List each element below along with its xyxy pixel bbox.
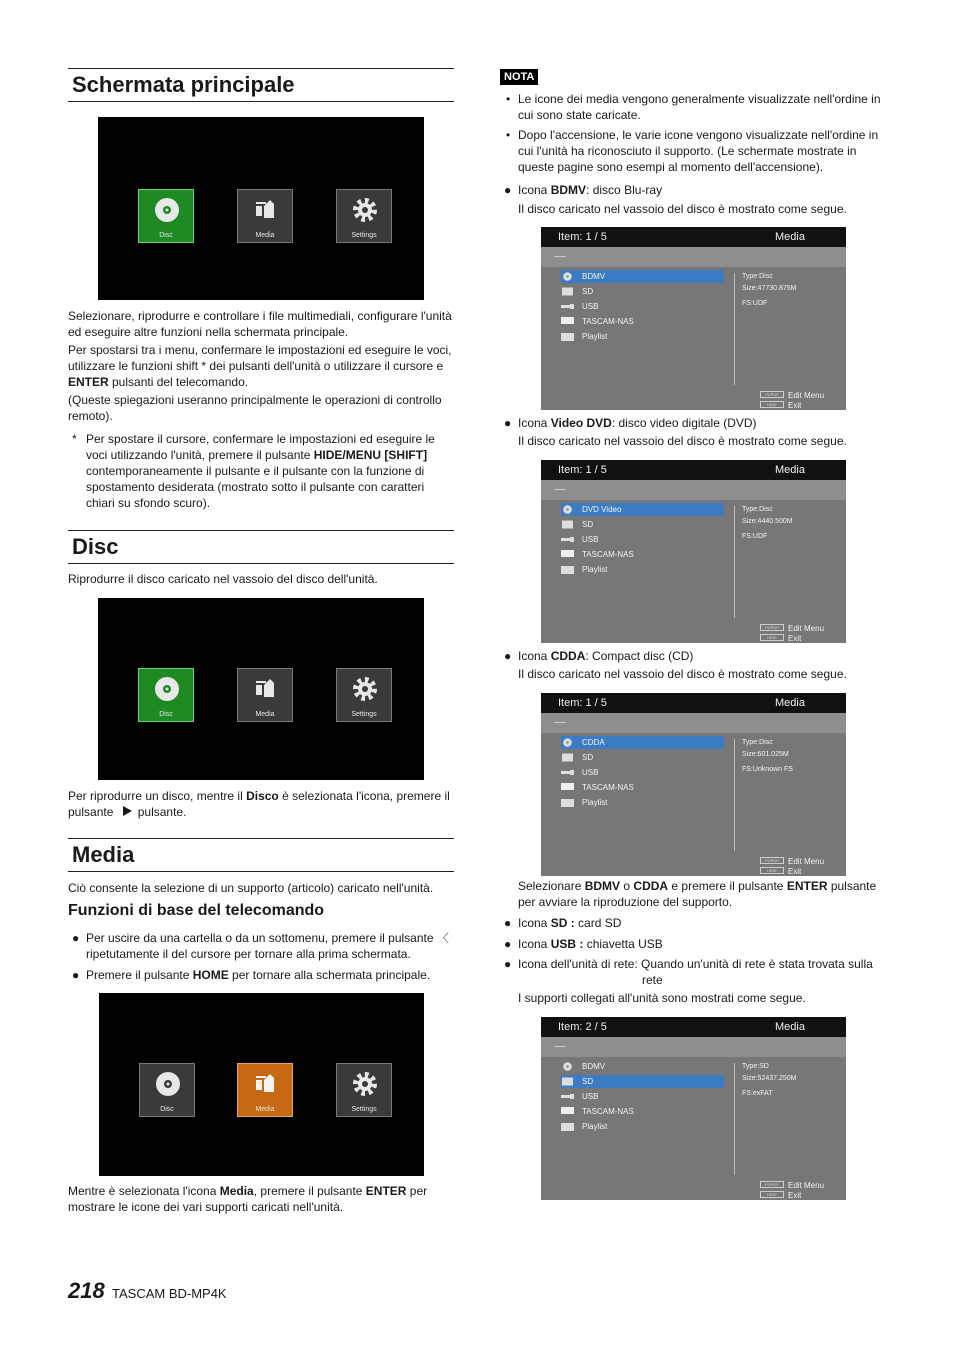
- popup-key: POPUP: [760, 624, 784, 631]
- folder-icon: [561, 565, 574, 574]
- info-line: Type:SD: [742, 1063, 769, 1070]
- home-screen-1: [98, 117, 424, 300]
- edit-menu-label: Edit Menu: [788, 391, 825, 400]
- media-row[interactable]: DVD Video: [561, 503, 724, 516]
- usb-icon: [561, 535, 574, 544]
- media-row[interactable]: TASCAM-NAS: [561, 548, 724, 561]
- network-icon: [561, 1107, 574, 1116]
- tile-label: Settings: [351, 232, 377, 239]
- media-row[interactable]: CDDA: [561, 736, 724, 749]
- info-line: FS:UDF: [742, 533, 768, 540]
- sd-card-icon: [561, 287, 574, 296]
- hide-key: HIDE: [760, 1191, 784, 1198]
- item-counter: Item: 1 / 5: [558, 231, 607, 243]
- home-screen-3: [99, 993, 424, 1176]
- media-icon: [252, 675, 280, 703]
- tile-settings[interactable]: [336, 668, 392, 722]
- section-title-media: Media: [68, 838, 454, 872]
- tile-settings[interactable]: [336, 1063, 392, 1117]
- disc-icon: [561, 505, 574, 514]
- media-row[interactable]: TASCAM-NAS: [561, 781, 724, 794]
- play-icon: [123, 806, 132, 816]
- media-screen: [541, 1017, 846, 1200]
- hide-key: HIDE: [760, 401, 784, 408]
- paragraph: (Queste spiegazioni useranno principalmente le operazioni di controllo remoto).: [68, 393, 442, 423]
- media-row[interactable]: BDMV: [561, 1060, 724, 1073]
- bullet-item: ● Icona BDMV: disco Blu-ray: [504, 183, 663, 197]
- hide-key: HIDE: [760, 867, 784, 874]
- media-row[interactable]: Playlist: [561, 563, 724, 576]
- disc-icon: [561, 272, 574, 281]
- paragraph: Il disco caricato nel vassoio del disco è mostrato come segue.: [518, 667, 847, 681]
- tile-label: Settings: [351, 1106, 377, 1113]
- tile-disc[interactable]: [138, 189, 194, 243]
- info-line: FS:UDF: [742, 300, 768, 307]
- gear-icon: [351, 1070, 379, 1098]
- model-name: TASCAM BD-MP4K: [112, 1286, 227, 1301]
- item-counter: Item: 2 / 5: [558, 1021, 607, 1033]
- bullet-item: ● Premere il pulsante HOME per tornare alla schermata principale.: [72, 968, 431, 982]
- usb-icon: [561, 768, 574, 777]
- bullet-item: • Le icone dei media vengono generalmente visualizzate nell'ordine in cui sono state caricate.: [506, 92, 881, 122]
- media-screen: [541, 693, 846, 876]
- tile-label: Disc: [159, 711, 173, 718]
- tile-label: Media: [255, 711, 275, 718]
- popup-key: POPUP: [760, 1181, 784, 1188]
- media-icon: [252, 196, 280, 224]
- media-screen: [541, 227, 846, 410]
- media-row[interactable]: USB: [561, 533, 724, 546]
- tile-settings[interactable]: [336, 189, 392, 243]
- paragraph: Selezionare, riprodurre e controllare i file multimediali, configurare l'unità ed eseguire altre funzioni nella schermata principale.: [68, 309, 452, 339]
- hide-key: HIDE: [760, 634, 784, 641]
- bullet-item: ● Icona CDDA: Compact disc (CD): [504, 649, 694, 663]
- media-row[interactable]: BDMV: [561, 270, 724, 283]
- tile-media[interactable]: [237, 1063, 293, 1117]
- popup-key: POPUP: [760, 857, 784, 864]
- nota-label: NOTA: [500, 69, 538, 85]
- media-row[interactable]: USB: [561, 1090, 724, 1103]
- media-row[interactable]: SD: [561, 1075, 724, 1088]
- item-counter: Item: 1 / 5: [558, 697, 607, 709]
- disc-icon: [153, 675, 181, 703]
- bullet-item: ● Icona SD : card SD: [504, 916, 622, 930]
- usb-icon: [561, 302, 574, 311]
- tile-label: Media: [255, 232, 275, 239]
- network-icon: [561, 317, 574, 326]
- media-row[interactable]: SD: [561, 751, 724, 764]
- screen-title: Media: [775, 1021, 805, 1033]
- info-line: Type:Disc: [742, 739, 773, 746]
- bullet-item: • Dopo l'accensione, le varie icone vengono visualizzate nell'ordine in cui l'unità ha riconosciuto il supporto. (Le schermate mostrate in queste pagine sono esempi al momento dell'accensione).: [506, 128, 879, 174]
- edit-menu-label: Edit Menu: [788, 857, 825, 866]
- media-row[interactable]: Playlist: [561, 796, 724, 809]
- info-line: Size:47730.875M: [742, 285, 797, 292]
- paragraph: Il disco caricato nel vassoio del disco è mostrato come segue.: [518, 202, 847, 216]
- sd-card-icon: [561, 520, 574, 529]
- page-number: 218: [68, 1278, 105, 1303]
- gear-icon: [351, 196, 379, 224]
- media-row[interactable]: TASCAM-NAS: [561, 1105, 724, 1118]
- screen-title: Media: [775, 464, 805, 476]
- exit-label: Exit: [788, 401, 802, 410]
- popup-key: POPUP: [760, 391, 784, 398]
- exit-label: Exit: [788, 1191, 802, 1200]
- tile-label: Disc: [160, 1106, 174, 1113]
- home-screen-2: [98, 598, 424, 780]
- tile-media[interactable]: [237, 189, 293, 243]
- media-screen: [541, 460, 846, 643]
- tile-disc[interactable]: [138, 668, 194, 722]
- exit-label: Exit: [788, 867, 802, 876]
- screen-title: Media: [775, 697, 805, 709]
- info-line: FS:Unknown FS: [742, 766, 793, 773]
- sd-card-icon: [561, 753, 574, 762]
- section-title-main: Schermata principale: [68, 68, 454, 102]
- screen-title: Media: [775, 231, 805, 243]
- media-row[interactable]: USB: [561, 766, 724, 779]
- usb-icon: [561, 1092, 574, 1101]
- paragraph: Mentre è selezionata l'icona Media, premere il pulsante ENTER per mostrare le icone dei vari supporti caricati nell'unità.: [68, 1184, 428, 1214]
- info-line: Type:Disc: [742, 506, 773, 513]
- paragraph: Ciò consente la selezione di un supporto (articolo) caricato nell'unità.: [68, 881, 434, 895]
- footnote: * Per spostare il cursore, confermare le impostazioni ed eseguire le voci utilizzando l'unità, premere il pulsante HIDE/MENU [SHIFT] contemporaneamente il pulsante e il pulsante con la funzione di spostamento desiderata (mostrato sotto il pulsante con caratteri chiari su sfondo scuro).: [72, 432, 435, 510]
- paragraph: Il disco caricato nel vassoio del disco è mostrato come segue.: [518, 434, 847, 448]
- edit-menu-label: Edit Menu: [788, 624, 825, 633]
- paragraph: Per riprodurre un disco, mentre il Disco è selezionata l'icona, premere il pulsante pulsante.: [68, 789, 450, 819]
- sd-card-icon: [561, 1077, 574, 1086]
- folder-icon: [561, 798, 574, 807]
- media-row[interactable]: TASCAM-NAS: [561, 315, 724, 328]
- media-row[interactable]: Playlist: [561, 1120, 724, 1133]
- paragraph: I supporti collegati all'unità sono mostrati come segue.: [518, 991, 806, 1005]
- disc-icon: [154, 1070, 182, 1098]
- paragraph: Per spostarsi tra i menu, confermare le impostazioni ed eseguire le voci, utilizzare le funzioni shift * dei pulsanti dell'unità o utilizzare il cursore e ENTER pulsanti del telecomando.: [68, 343, 452, 389]
- paragraph: Riprodurre il disco caricato nel vassoio del disco dell'unità.: [68, 572, 378, 586]
- tile-label: Disc: [159, 232, 173, 239]
- disc-icon: [561, 738, 574, 747]
- media-row[interactable]: USB: [561, 300, 724, 313]
- info-line: Type:Disc: [742, 273, 773, 280]
- folder-icon: [561, 332, 574, 341]
- tile-label: Media: [255, 1106, 275, 1113]
- media-row[interactable]: Playlist: [561, 330, 724, 343]
- folder-icon: [561, 1122, 574, 1131]
- disc-icon: [153, 196, 181, 224]
- info-line: FS:exFAT: [742, 1090, 773, 1097]
- exit-label: Exit: [788, 634, 802, 643]
- bullet-item: ● Icona Video DVD: disco video digitale (DVD): [504, 416, 757, 430]
- info-line: Size:601.025M: [742, 751, 789, 758]
- media-row[interactable]: SD: [561, 518, 724, 531]
- info-line: Size:4440.500M: [742, 518, 793, 525]
- disc-icon: [561, 1062, 574, 1071]
- section-title-disc: Disc: [68, 530, 454, 564]
- bullet-item: ● Icona USB : chiavetta USB: [504, 937, 663, 951]
- media-icon: [252, 1070, 280, 1098]
- network-icon: [561, 783, 574, 792]
- bullet-item: ● Icona dell'unità di rete: Quando un'unità di rete è stata trovata sulla rete: [504, 957, 873, 987]
- tile-media[interactable]: [237, 668, 293, 722]
- item-counter: Item: 1 / 5: [558, 464, 607, 476]
- bullet-item: ● Per uscire da una cartella o da un sottomenu, premere il pulsante 〈 ripetutamente il del cursore per tornare alla prima schermata.: [72, 931, 449, 961]
- media-row[interactable]: SD: [561, 285, 724, 298]
- info-line: Size:52437.250M: [742, 1075, 797, 1082]
- gear-icon: [351, 675, 379, 703]
- paragraph: Selezionare BDMV o CDDA e premere il pulsante ENTER pulsante per avviare la riproduzione del supporto.: [518, 879, 877, 909]
- tile-disc[interactable]: [139, 1063, 195, 1117]
- edit-menu-label: Edit Menu: [788, 1181, 825, 1190]
- network-icon: [561, 550, 574, 559]
- tile-label: Settings: [351, 711, 377, 718]
- subsection-title: Funzioni di base del telecomando: [68, 902, 325, 919]
